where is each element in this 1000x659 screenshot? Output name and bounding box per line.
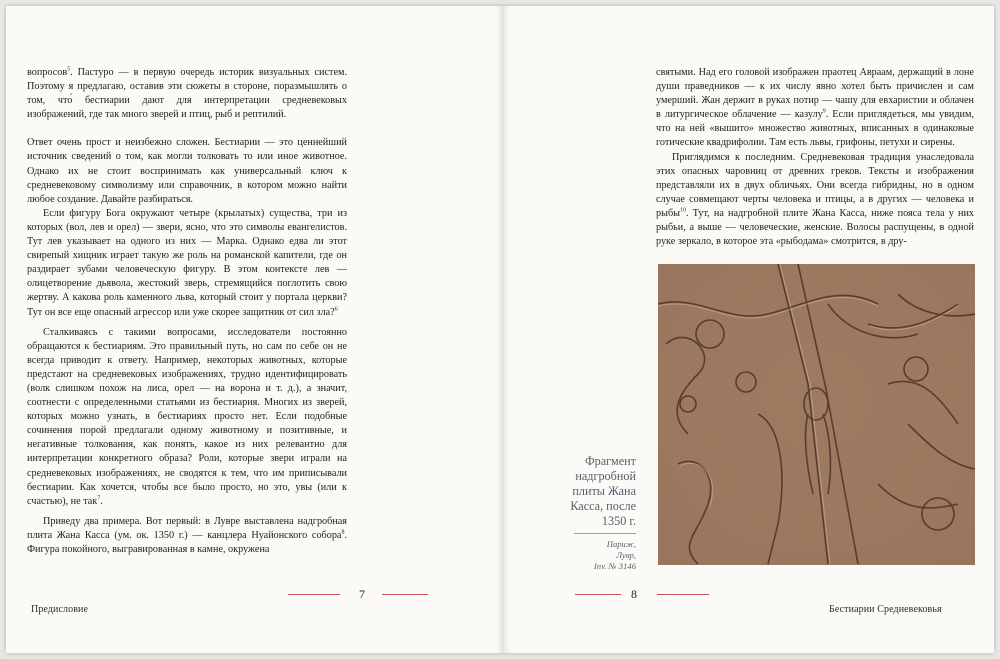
running-head-right: Бестиарии Средневековья [829,604,942,615]
engraved-tombstone-image [658,264,975,565]
credit-line: Inv. № 3146 [593,561,636,571]
credit-line: Париж, [606,539,636,549]
figure-credit [548,539,636,572]
left-page-text [27,66,347,557]
paragraph: Приведу два примера. Вот первый: в Лувре выставлена надгробная плита Жана Касса (ум. ок. 1350 г.) — канцлера Нуайонского собора$^8$. Фигура покойного, выгравированная в камне, окружена [27,515,347,555]
paragraph: Приглядимся к последним. Средневековая традиция унаследовала этих опасных чаровниц от древних греков. Тексты и изображения представляли их в двух обличьях. Они всегда гибридны, но в одном случае совмещают черты человека и птицы, а в других — человека и рыбы$^{10}$. Тут, на надгробной плите Жана Касса, ниже пояса тела у них рыбьи, а выше — человеческие, женские. Волосы распущены, в одной руке зеркало, в которое эта «рыбодама» смотрится, в дру- [656,151,974,248]
paragraph: Сталкиваясь с такими вопросами, исследователи постоянно обращаются к бестиариям. Это правильный путь, но сам по себе он не всегда приводит к ответу. Например, некоторых животных, которые предстают на средневековых изображениях, трудно идентифицировать (волк слишком похож на лиса, орел — на ворона и т. д.), а значит, соотнести с определенными статьями из бестиария. Многих из зверей, которых можно узнать, в бестиариях просто нет. Если подобные сочинения порой предлагали одному животному и позитивные, и негативные толкования, как понять, какое из них релевантно для интерпретации конкретного образа? Роли, которые звери играли на средневековых изображениях, не сводятся к тем, что им приписывали бестиарии. Как хочется, чтобы все было просто, но это, увы (или к счастью), не так$^7$. [27,326,347,507]
paragraph: вопросов$^5$. Пастуро — в первую очередь историк визуальных систем. Поэтому я предлагаю, оставив эти сюжеты в стороне, поразмышлять о том, что́ бестиарии дают для интерпретации средневековых изображений, где так много зверей и птиц, рыб и рептилий. [27,66,347,121]
page-number-left: 7 [359,587,365,601]
folio-rule-left [575,594,621,595]
folio-rule-left [288,594,340,595]
paragraph: Ответ очень прост и неизбежно сложен. Бестиарии — это ценнейший источник сведений о том, как могли толковать то или иное животное. Однако их не стоит воспринимать как универсальный ключ к средневековому символизму или справочник, в котором можно найти любое создание. Давайте разбираться. [27,137,347,205]
running-head-left: Предисловие [31,604,89,615]
figure-caption: Фрагмент надгробной плиты Жана Касса, после 1350 г. [570,454,636,528]
page-gutter [496,6,510,653]
caption-divider [574,533,636,534]
paragraph: святыми. Над его головой изображен праотец Авраам, держащий в лоне души праведников — к их числу явно хотел быть причислен и сам умерший. Жан держит в руках потир — чашу для евхаристии и облачен в литургическое облачение — казулу$^9$. Если приглядеться, мы увидим, что на ней «вышито» множество животных, вписанных в одинаковые готические квадрифолии. Там есть львы, грифоны, петухи и сирены. [656,67,974,149]
folio-rule-right [382,594,428,595]
paragraph: Если фигуру Бога окружают четыре (крылатых) существа, три из которых (вол, лев и орел) — звери, ясно, что это символы евангелистов. Тут лев указывает на одного из них — Марка. Однако едва ли этот свирепый хищник играет такую же роль на романской капители, где он раздирает зубами человеческую фигуру. В этом контексте лев — олицетворение дьявола, жестокий зверь, стремящийся поглотить свою жертву. А какова роль каменного льва, который стоит у портала церкви? Тут он все еще опасный агрессор или уже скорее защитник от сил зла?$^6$ [27,207,347,318]
page-number-right: 8 [631,587,637,601]
right-page-text [656,66,974,249]
folio-rule-right [657,594,709,595]
credit-line: Лувр, [616,550,636,560]
